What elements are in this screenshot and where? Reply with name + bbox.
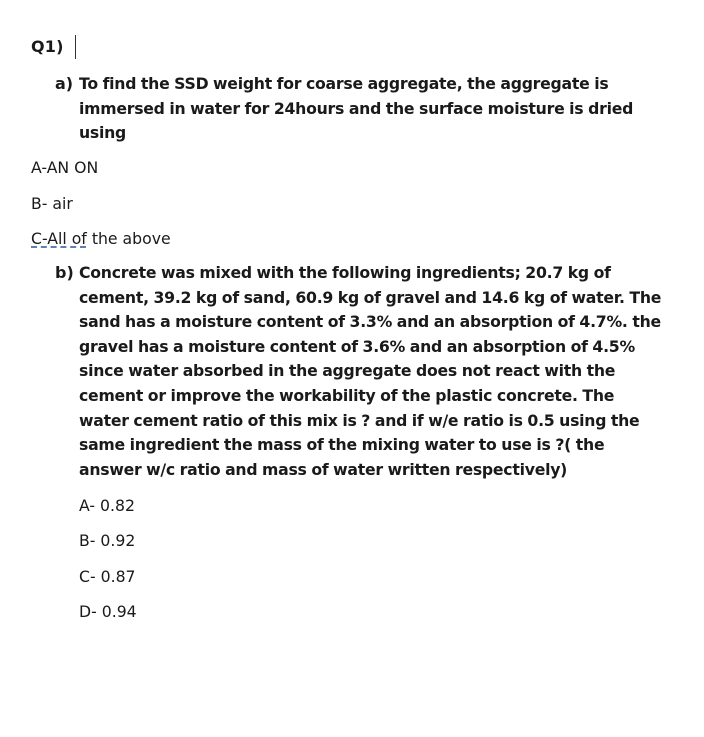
part-a-question [79, 72, 639, 146]
part-b-question [79, 261, 662, 482]
option-c-rest: the above [86, 229, 171, 248]
part-b-line: answer w/c ratio and mass of water written respectively) [79, 459, 568, 479]
part-a-label: a) [55, 74, 74, 93]
part-b-line: gravel has a moisture content of 3.6% and an absorption of 4.5% [79, 336, 635, 356]
part-b-option-d: D- 0.94 [79, 602, 137, 621]
part-b-line: cement or improve the workability of the plastic concrete. The [79, 385, 615, 405]
text-cursor [75, 35, 76, 59]
part-b-label: b) [55, 263, 74, 282]
part-b-line: cement, 39.2 kg of sand, 60.9 kg of gravel and 14.6 kg of water. The [79, 287, 662, 307]
part-a-option-a: A-AN ON [31, 158, 99, 177]
part-b-option-c: C- 0.87 [79, 567, 136, 586]
part-b-line: Concrete was mixed with the following ingredients; 20.7 kg of [79, 263, 611, 282]
part-b-line: sand has a moisture content of 3.3% and an absorption of 4.7%. the [79, 312, 661, 332]
spellcheck-underline-text: C-All of [31, 229, 87, 248]
part-a-line: immersed in water for 24hours and the surface moisture is dried [79, 98, 634, 118]
part-a-option-c [31, 229, 171, 249]
part-a-option-b: B- air [31, 194, 73, 213]
part-b-line: water cement ratio of this mix is ? and if w/e ratio is 0.5 using the [79, 410, 640, 430]
part-a-line: To find the SSD weight for coarse aggregate, the aggregate is [79, 74, 609, 93]
part-a-line: using [79, 123, 127, 143]
part-b-line: since water absorbed in the aggregate does not react with the [79, 361, 616, 381]
question-title: Q1) [31, 37, 64, 56]
part-b-option-a: A- 0.82 [79, 496, 135, 515]
part-b-line: same ingredient the mass of the mixing water to use is ?( the [79, 435, 605, 455]
part-b-option-b: B- 0.92 [79, 531, 136, 550]
